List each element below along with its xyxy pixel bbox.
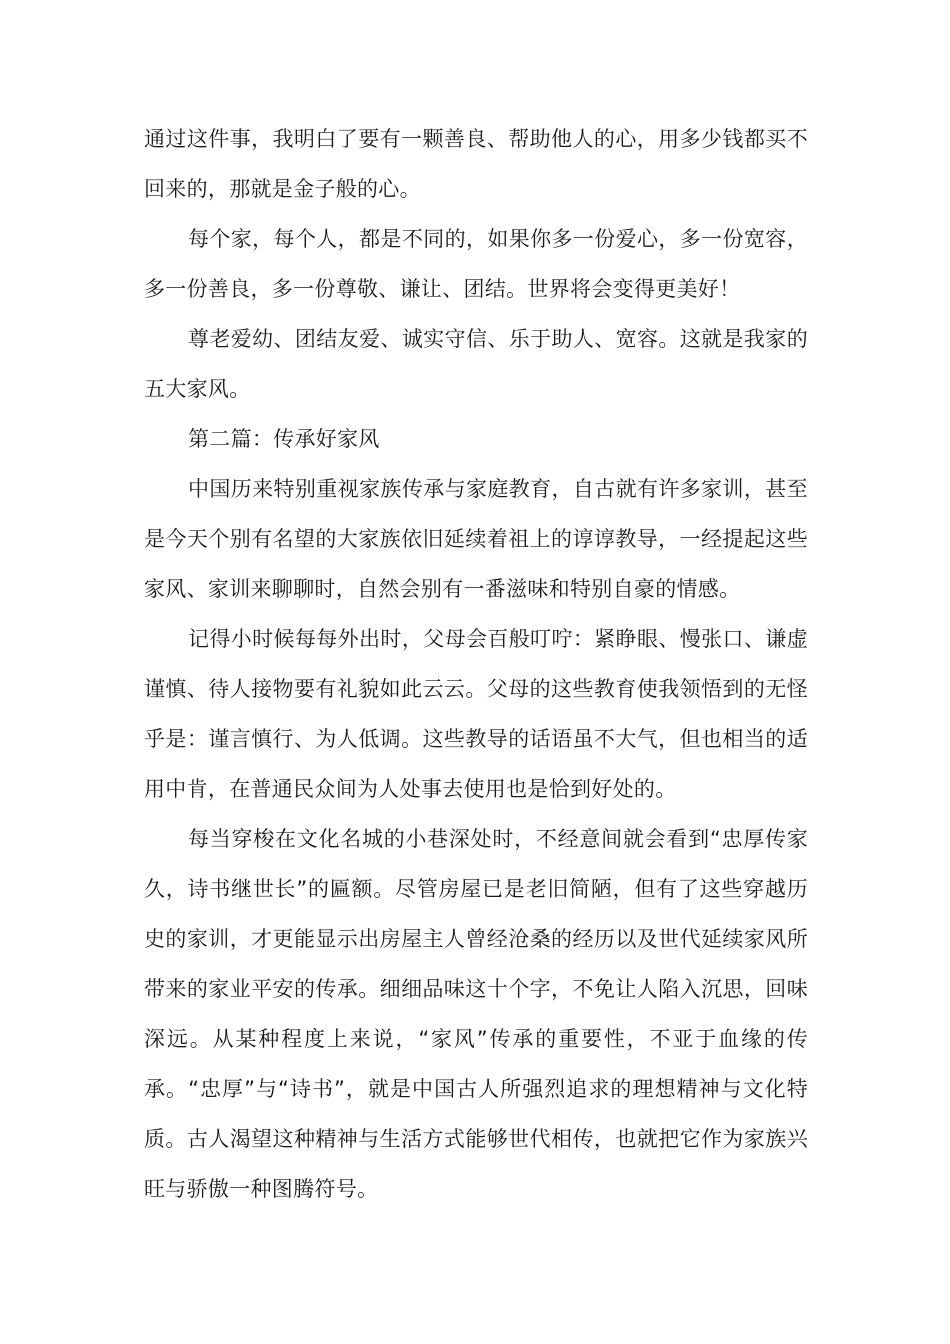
paragraph: 每当穿梭在文化名城的小巷深处时，不经意间就会看到“忠厚传家久，诗书继世长”的匾额。尽管房屋已是老旧简陋，但有了这些穿越历史的家训，才更能显示出房屋主人曾经沧桑的经历以及世代延续家风所带来的家业平安的传承。细细品味这十个字，不免让人陷入沉思，回味深远。从某种程度上来说，“家风”传承的重要性，不亚于血缘的传承。“忠厚”与“诗书”，就是中国古人所强烈追求的理想精神与文化特质。古人渴望这种精神与生活方式能够世代相传，也就把它作为家族兴旺与骄傲一种图腾符号。: [144, 827, 808, 1201]
paragraph: 每个家，每个人，都是不同的，如果你多一份爱心，多一份宽容，多一份善良，多一份尊敬、谦让、团结。世界将会变得更美好！: [144, 227, 808, 301]
paragraph-continuation: 通过这件事，我明白了要有一颗善良、帮助他人的心，用多少钱都买不回来的，那就是金子般的心。: [144, 127, 808, 201]
paragraph: 记得小时候每每外出时，父母会百般叮咛：紧睁眼、慢张口、谦虚谨慎、待人接物要有礼貌如此云云。父母的这些教育使我领悟到的无怪乎是：谨言慎行、为人低调。这些教导的话语虽不大气，但也相当的适用中肯，在普通民众间为人处事去使用也是恰到好处的。: [144, 627, 808, 801]
section-heading: 第二篇：传承好家风: [188, 427, 380, 451]
paragraph: 尊老爱幼、团结友爱、诚实守信、乐于助人、宽容。这就是我家的五大家风。: [144, 327, 808, 401]
paragraph: 中国历来特别重视家族传承与家庭教育，自古就有许多家训，甚至是今天个别有名望的大家族依旧延续着祖上的谆谆教导，一经提起这些家风、家训来聊聊时，自然会别有一番滋味和特别自豪的情感。: [144, 477, 808, 601]
document-body: [144, 114, 808, 1214]
